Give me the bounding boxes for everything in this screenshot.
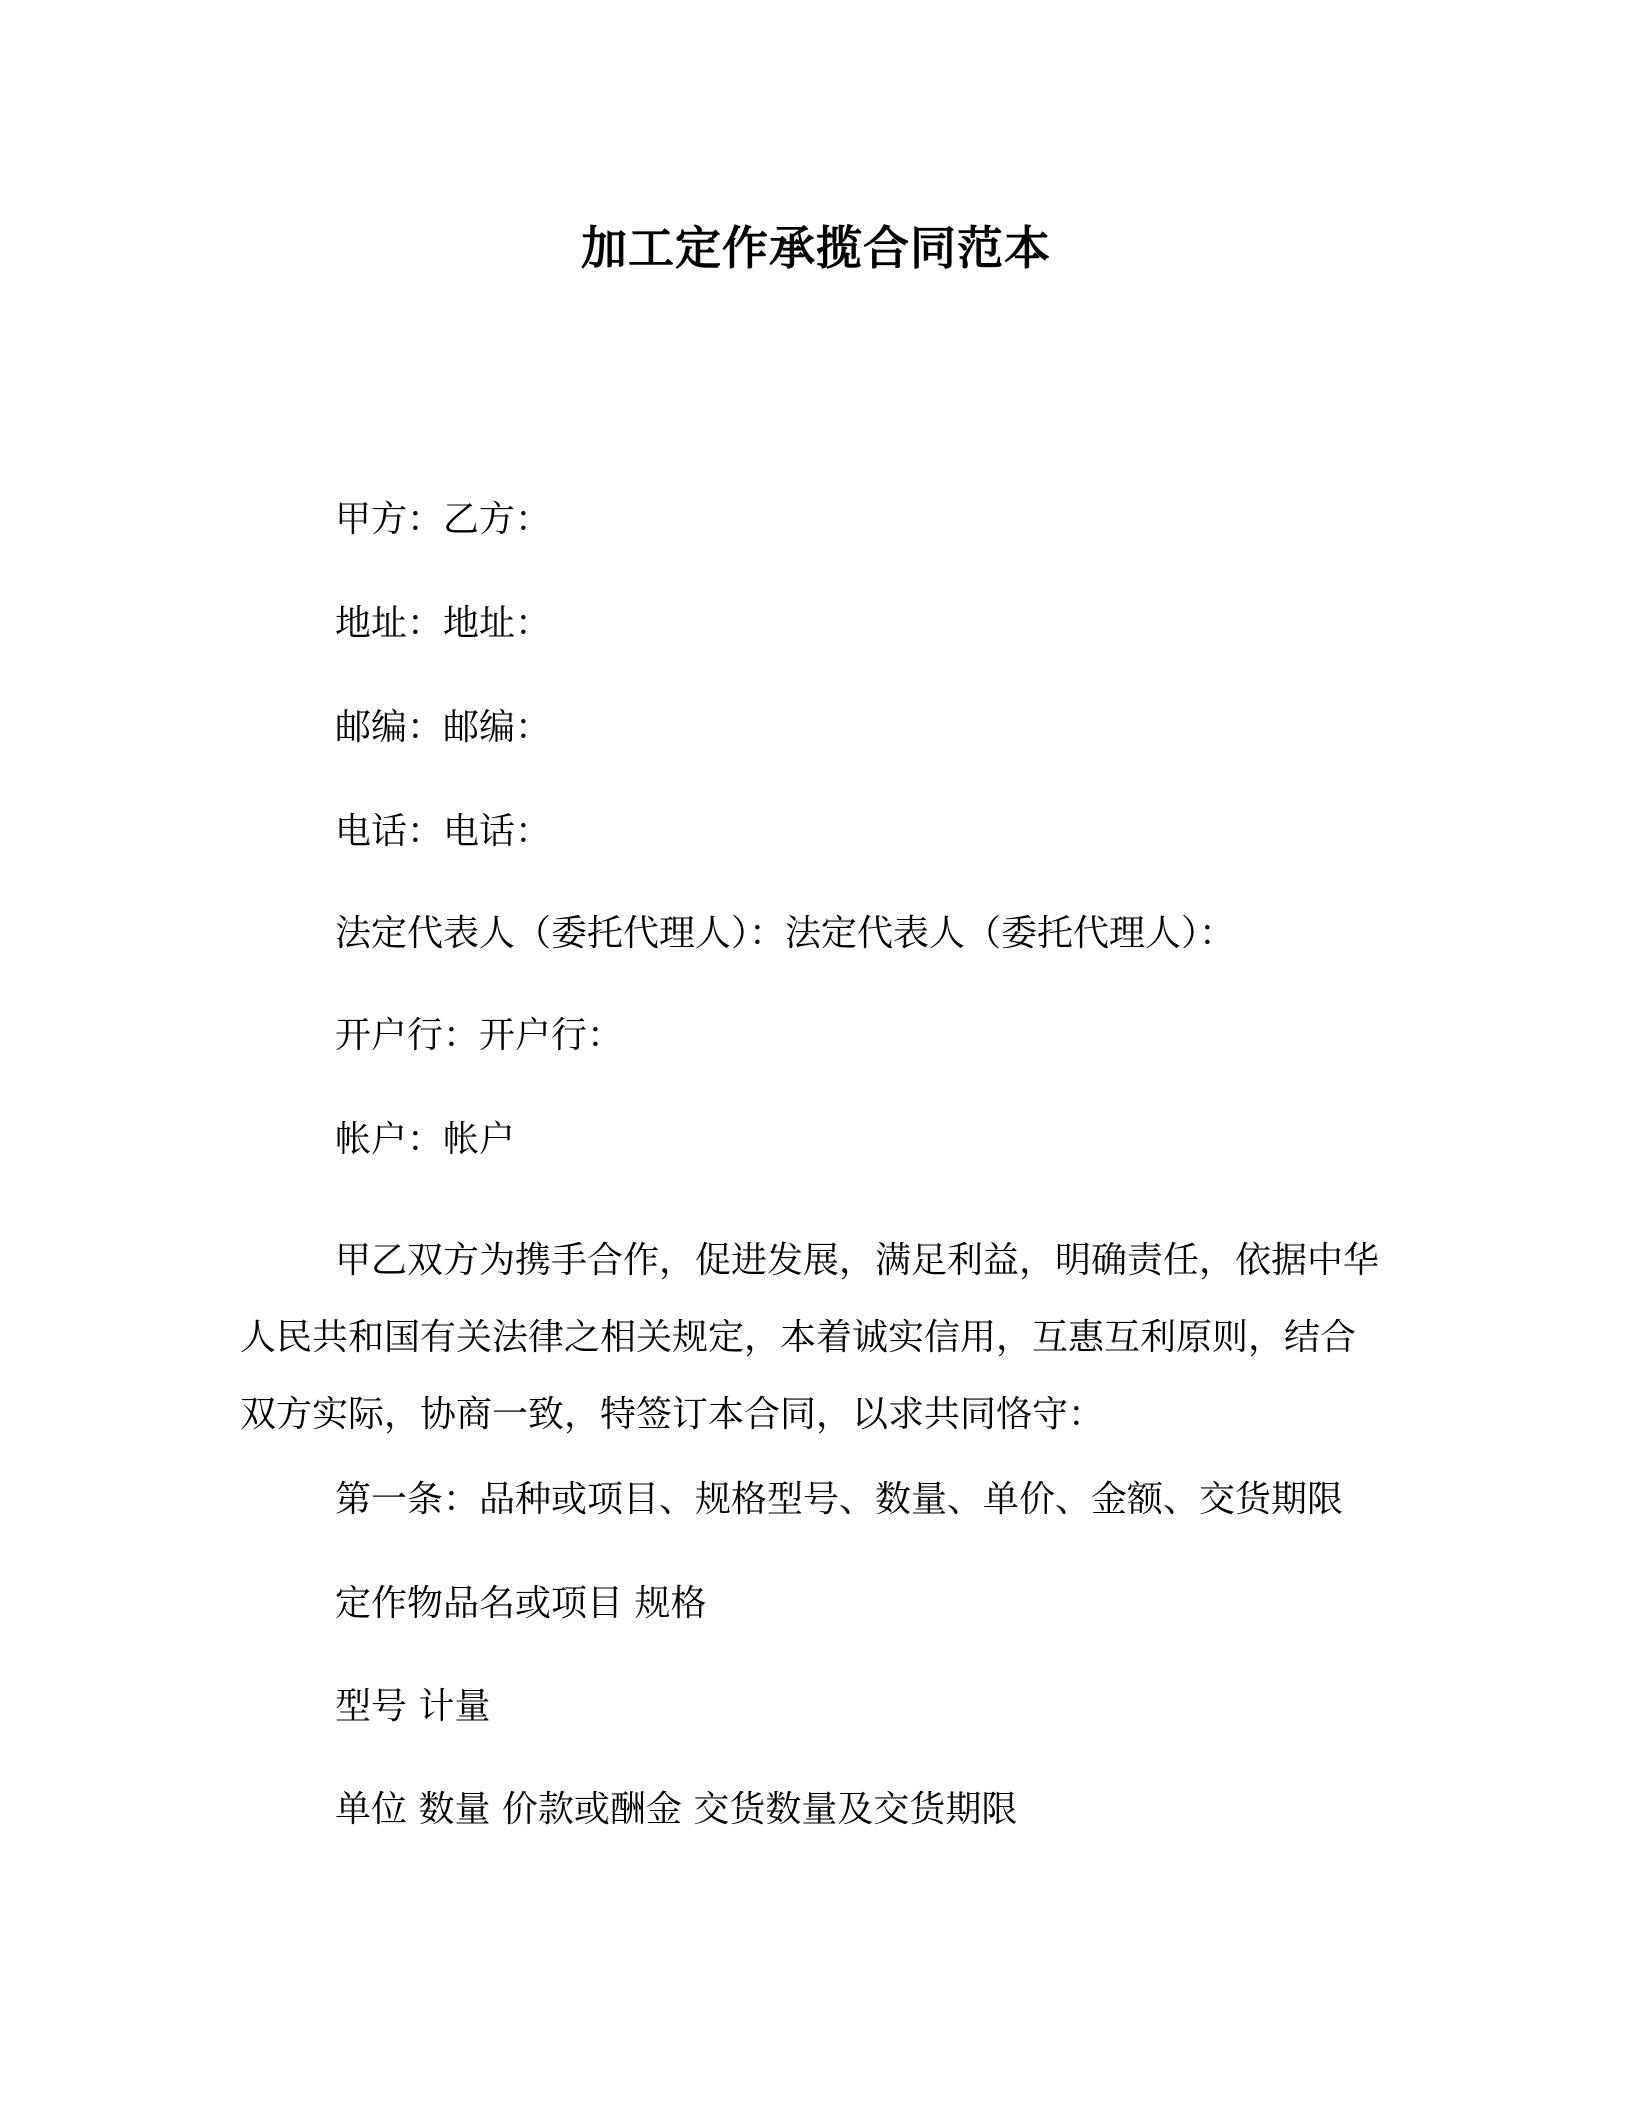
field-bank: 开户行：开户行： [335, 1015, 624, 1056]
document-title: 加工定作承揽合同范本 [581, 221, 1051, 275]
field-party: 甲方：乙方： [335, 499, 552, 540]
field-phone: 电话：电话： [335, 811, 552, 852]
article-1-line: 型号 计量 [335, 1686, 491, 1727]
article-1-line: 定作物品名或项目 规格 [335, 1583, 707, 1624]
field-legal-representative: 法定代表人（委托代理人）：法定代表人（委托代理人）： [335, 913, 1236, 954]
intro-paragraph: 甲乙双方为携手合作，促进发展，满足利益，明确责任，依据中华人民共和国有关法律之相关规定，本着诚实信用，互惠互利原则，结合双方实际，协商一致，特签订本合同，以求共同恪守： [240, 1240, 1380, 1435]
field-account: 帐户：帐户 [335, 1119, 516, 1160]
article-1-heading: 第一条：品种或项目、规格型号、数量、单价、金额、交货期限 [335, 1479, 1344, 1520]
field-postcode: 邮编：邮编： [335, 707, 552, 748]
field-address: 地址：地址： [335, 603, 552, 644]
article-1-line: 单位 数量 价款或酬金 交货数量及交货期限 [335, 1789, 1018, 1830]
